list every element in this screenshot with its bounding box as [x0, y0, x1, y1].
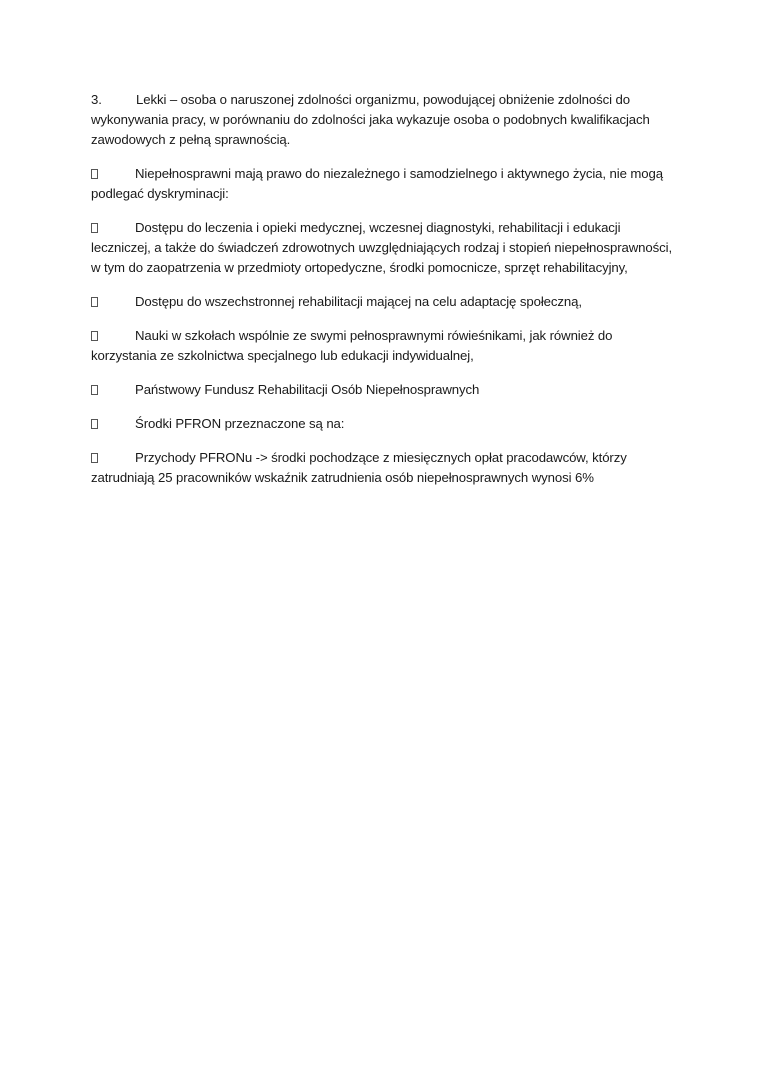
- missing-glyph-bullet-icon: [91, 223, 98, 233]
- missing-glyph-bullet-icon: [91, 331, 98, 341]
- numbered-paragraph: [91, 90, 681, 150]
- paragraph-text: Dostępu do wszechstronnej rehabilitacji mającej na celu adaptację społeczną,: [135, 294, 582, 309]
- missing-glyph-bullet-icon: [91, 385, 98, 395]
- paragraph-text: Niepełnosprawni mają prawo do niezależnego i samodzielnego i aktywnego życia, nie mogą podlegać dyskryminacji:: [91, 166, 663, 201]
- paragraph-text: Środki PFRON przeznaczone są na:: [135, 416, 345, 431]
- paragraph-text: Nauki w szkołach wspólnie ze swymi pełnosprawnymi rówieśnikami, jak również do korzystania ze szkolnictwa specjalnego lub edukacji indywidualnej,: [91, 328, 613, 363]
- bullet-paragraph: [91, 380, 681, 400]
- missing-glyph-bullet-icon: [91, 419, 98, 429]
- paragraph-text: Przychody PFRONu -> środki pochodzące z miesięcznych opłat pracodawców, którzy zatrudniają 25 pracowników wskaźnik zatrudnienia osób niepełnosprawnych wynosi 6%: [91, 450, 627, 485]
- missing-glyph-bullet-icon: [91, 297, 98, 307]
- bullet-paragraph: [91, 292, 681, 312]
- paragraph-text: Państwowy Fundusz Rehabilitacji Osób Niepełnosprawnych: [135, 382, 480, 397]
- bullet-paragraph: [91, 326, 681, 366]
- bullet-paragraph: [91, 218, 681, 278]
- missing-glyph-bullet-icon: [91, 169, 98, 179]
- bullet-paragraph: [91, 164, 681, 204]
- list-number: 3.: [91, 92, 102, 107]
- missing-glyph-bullet-icon: [91, 453, 98, 463]
- paragraph-text: Dostępu do leczenia i opieki medycznej, wczesnej diagnostyki, rehabilitacji i edukacji leczniczej, a także do świadczeń zdrowotnych uwzględniających rodzaj i stopień niepełnosprawności, w tym do zaopatrzenia w przedmioty ortopedyczne, środki pomocnicze, sprzęt rehabilitacyjny,: [91, 220, 673, 275]
- bullet-paragraph: [91, 448, 681, 488]
- bullet-paragraph: [91, 414, 681, 434]
- paragraph-text: Lekki – osoba o naruszonej zdolności organizmu, powodującej obniżenie zdolności do wykonywania pracy, w porównaniu do zdolności jaka wykazuje osoba o podobnych kwalifikacjach zawodowych z pełną sprawnością.: [91, 92, 650, 147]
- document-body: [91, 90, 681, 502]
